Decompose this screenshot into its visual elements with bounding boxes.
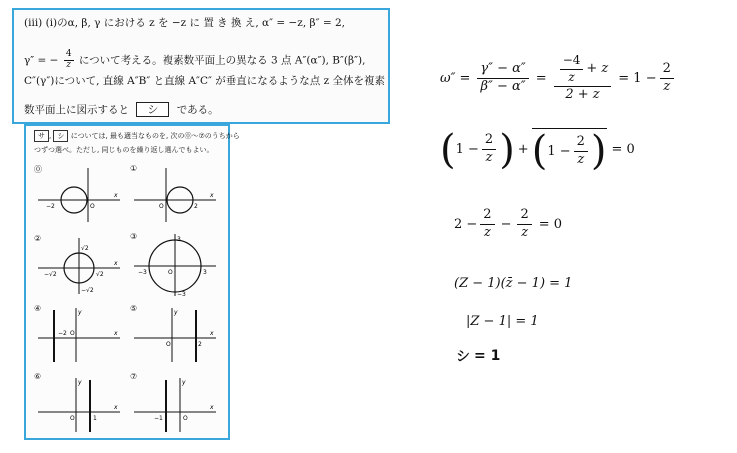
gamma-fraction xyxy=(64,50,74,71)
equation-1: ω″ = $\frac{\gamma'' - \alpha''}{\beta'' - \alpha''}$ = $\frac{-4}{z}$ + z 2 + z = 1 − $\frac{2}{z}$ xyxy=(440,54,677,103)
eq3-frac-1 xyxy=(480,208,494,241)
option-6-graph xyxy=(34,372,124,434)
option-2-label-right: √2 xyxy=(96,271,104,278)
option-2[interactable] xyxy=(34,234,124,296)
eq2-frac-a-den: z xyxy=(485,150,493,165)
eq1-omega: ω″ xyxy=(440,70,456,86)
option-1[interactable] xyxy=(130,164,220,224)
option-5-label-2: 2 xyxy=(198,341,202,348)
options-panel xyxy=(24,124,240,440)
problem-line-4-pre: 数平面上に図示すると xyxy=(24,104,129,116)
option-4-label-origin: O xyxy=(70,330,75,337)
option-6-label-x: x xyxy=(114,404,118,411)
option-3-label-bottom: −3 xyxy=(177,291,186,298)
answer-box-shi[interactable]: シ xyxy=(136,102,169,117)
eq1-lhs-den: β″ − α″ xyxy=(480,78,526,94)
result-line xyxy=(456,346,500,366)
equation-2: ( 1 − $\frac{2}{z}$ ) + ( 1 − $\frac{2}{z}$ ) = 0 xyxy=(440,126,635,174)
equation-3: 2 − $\frac{2}{z}$ − $\frac{2}{z}$ = 0 xyxy=(454,207,563,240)
option-5-graph xyxy=(130,304,220,364)
option-4-label-neg2: −2 xyxy=(58,330,67,337)
option-2-label-left: −√2 xyxy=(44,271,57,278)
option-3-number: ③ xyxy=(130,232,138,241)
option-2-number: ② xyxy=(34,234,42,243)
problem-line-2-text: について考える。複素数平面上の異なる 3 点 A″(α″), B″(β″), xyxy=(78,54,366,67)
eq3-frac-2-num: 2 xyxy=(517,208,531,225)
eq3-frac-1-den: z xyxy=(484,224,491,240)
option-6-label-origin: O xyxy=(70,415,75,422)
option-3-label-left: −3 xyxy=(138,269,147,276)
option-4-label-y: y xyxy=(78,309,82,316)
eq3-pre: 2 − xyxy=(454,216,478,232)
eq1-rhs-den: z xyxy=(663,78,671,94)
option-0[interactable] xyxy=(34,164,124,224)
gamma-fraction-num: 4 xyxy=(65,49,72,59)
option-7-label-neg1: −1 xyxy=(154,415,163,422)
option-7-label-y: y xyxy=(182,379,186,386)
options-header-line1: については, 最も適当なものを, 次の⓪〜⑦のうちから xyxy=(70,132,240,140)
option-0-graph xyxy=(34,164,124,224)
eq2-frac-a xyxy=(482,133,496,166)
result-label: シ xyxy=(456,349,470,365)
option-0-label-origin: O xyxy=(90,203,95,210)
option-1-number: ① xyxy=(130,164,138,173)
option-5-label-origin: O xyxy=(166,341,171,348)
problem-line-3: C″(γ″)について, 直線 A″B″ と直線 A″C″ が垂直になるような点 z 全体を複素 xyxy=(24,75,385,87)
option-6-number: ⑥ xyxy=(34,372,42,381)
eq2-one-b: 1 − xyxy=(547,143,571,159)
option-3-graph xyxy=(130,232,220,298)
tag-sa: サ xyxy=(34,130,49,142)
option-1-label-x: x xyxy=(210,192,214,199)
option-7-number: ⑦ xyxy=(130,372,138,381)
result-value: = 1 xyxy=(474,348,501,364)
options-header-line2: つずつ選べ。ただし, 同じものを繰り返し選んでもよい。 xyxy=(34,146,214,154)
problem-statement xyxy=(12,8,390,124)
eq2-frac-b-num: 2 xyxy=(574,135,588,152)
eq1-mid-inner-num: −4 xyxy=(560,54,584,70)
eq2-frac-a-num: 2 xyxy=(482,133,496,150)
eq1-mid-num xyxy=(554,54,612,87)
option-1-label-2: 2 xyxy=(194,203,198,210)
option-5-label-y: y xyxy=(174,309,178,316)
eq1-mid-den: 2 + z xyxy=(565,86,600,102)
option-7[interactable] xyxy=(130,372,220,434)
option-7-label-x: x xyxy=(210,404,214,411)
gamma-def: γ″ = − xyxy=(24,54,59,67)
option-1-graph xyxy=(130,164,220,224)
eq1-lhs-frac xyxy=(477,62,528,95)
option-2-label-x: x xyxy=(114,260,118,267)
eq3-frac-2 xyxy=(517,208,531,241)
option-2-label-bottom: −√2 xyxy=(81,287,94,294)
eq1-rhs-pre: = 1 − xyxy=(618,70,657,86)
eq1-mid-inner-frac xyxy=(560,54,584,85)
eq2-frac-b-den: z xyxy=(577,151,585,167)
eq2-tail: = 0 xyxy=(611,142,635,157)
eq1-mid-frac xyxy=(554,54,612,103)
eq1-mid-inner-den: z xyxy=(568,69,575,84)
problem-line-2 xyxy=(24,50,365,71)
option-3-label-origin: O xyxy=(168,269,173,276)
option-5[interactable] xyxy=(130,304,220,364)
option-0-label-x: x xyxy=(114,192,118,199)
option-5-label-x: x xyxy=(210,330,214,337)
option-0-label-neg2: −2 xyxy=(46,203,55,210)
option-4-number: ④ xyxy=(34,304,42,313)
eq2-one-a: 1 − xyxy=(455,142,479,157)
option-6-label-1: 1 xyxy=(93,415,97,422)
problem-line-1: (iii) (i)のα, β, γ における z を −z に 置 き 換 え, α″ = −z, β″ = 2, xyxy=(24,17,345,29)
eq1-lhs-num: γ″ − α″ xyxy=(477,62,528,79)
option-1-label-origin: O xyxy=(159,203,164,210)
option-6-label-y: y xyxy=(78,379,82,386)
option-0-number: ⓪ xyxy=(34,165,42,174)
option-2-graph xyxy=(34,234,124,296)
eq3-frac-1-num: 2 xyxy=(480,208,494,225)
equation-4: (Z − 1)(z̄ − 1) = 1 xyxy=(454,276,573,291)
option-7-label-origin: O xyxy=(183,415,188,422)
eq3-frac-2-den: z xyxy=(521,224,529,240)
option-7-graph xyxy=(130,372,220,434)
option-6[interactable] xyxy=(34,372,124,434)
eq1-rhs-frac xyxy=(660,62,674,95)
gamma-fraction-den: z xyxy=(66,59,72,70)
tag-shi: シ xyxy=(53,130,68,142)
eq1-mid-plus-z: + z xyxy=(586,60,609,76)
option-4-label-x: x xyxy=(114,330,118,337)
problem-line-4 xyxy=(24,102,219,117)
equation-5: |Z − 1| = 1 xyxy=(466,314,539,329)
eq2-conjugate: ( 1 − $\frac{2}{z}$ ) xyxy=(531,128,607,174)
options-header: サ , シ については, 最も適当なものを, 次の⓪〜⑦のうちから つずつ選べ。ただし, 同じものを繰り返し選んでもよい。 xyxy=(34,132,240,154)
option-5-number: ⑤ xyxy=(130,304,138,313)
option-2-label-top: √2 xyxy=(81,245,89,252)
option-3-label-top: 3 xyxy=(177,236,181,243)
option-3[interactable] xyxy=(130,232,220,298)
option-4[interactable] xyxy=(34,304,124,364)
option-3-label-right: 3 xyxy=(203,269,207,276)
eq2-frac-b xyxy=(574,135,588,168)
problem-line-4-post: である。 xyxy=(176,104,219,116)
eq3-tail: = 0 xyxy=(538,216,563,232)
eq1-rhs-num: 2 xyxy=(660,62,674,79)
option-4-graph xyxy=(34,304,124,364)
